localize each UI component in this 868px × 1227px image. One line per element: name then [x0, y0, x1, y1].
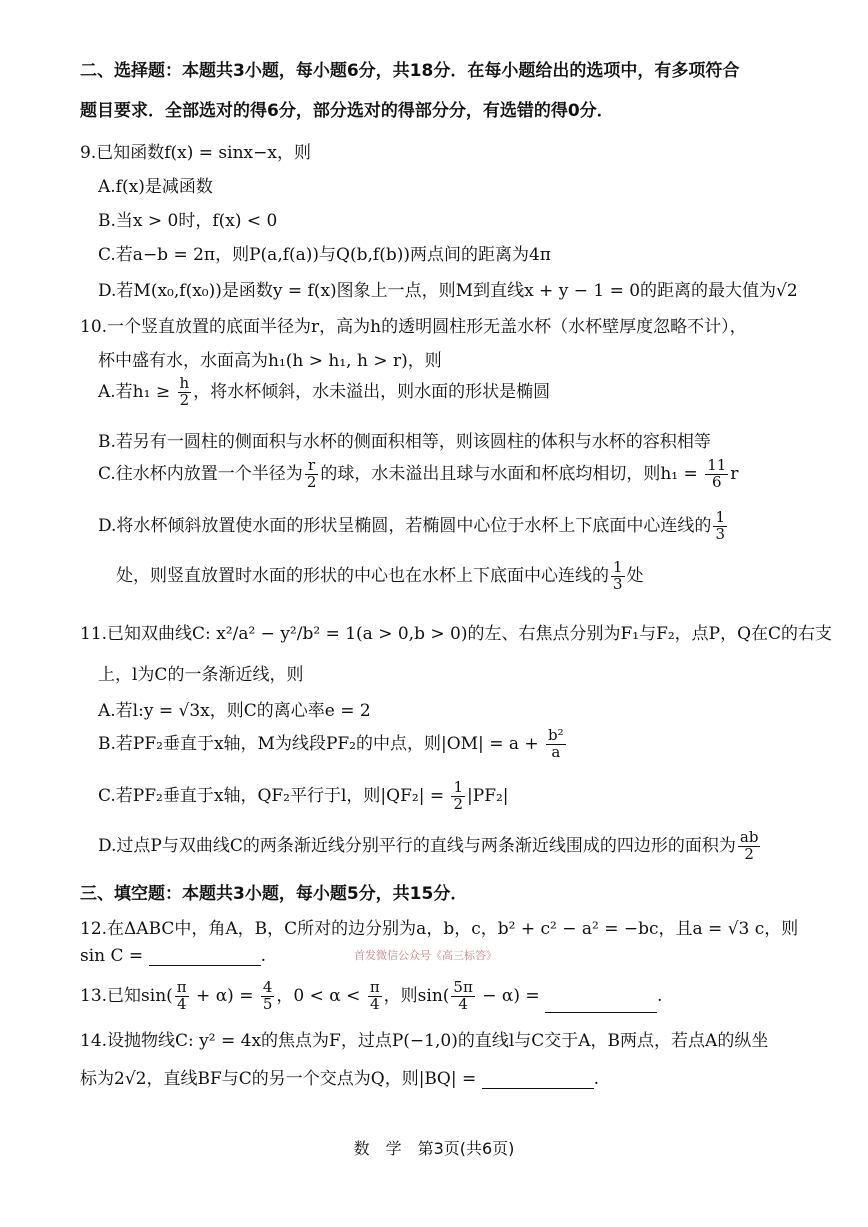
- q10-option-c: C.往水杯内放置一个半径为 $\frac{r}{2}$ 的球，水未溢出且球与水面和杯底均相切，则h₁ = $\frac{11}{6}$ r: [98, 456, 739, 491]
- section2-heading-line1: 二、选择题：本题共3小题，每小题6分，共18分．在每小题给出的选项中，有多项符合: [80, 61, 740, 81]
- page-footer: 数 学 第3页(共6页): [353, 1139, 515, 1158]
- q9-option-d: D.若M(x₀,f(x₀))是函数y = f(x)图象上一点，则M到直线x + y − 1 = 0的距离的最大值为√2: [98, 281, 798, 301]
- fraction: $\frac{11}{6}$: [707, 456, 727, 491]
- fraction: $\frac{5\pi}{4}$: [453, 978, 473, 1013]
- fraction: $\frac{h}{2}$: [179, 374, 190, 409]
- q10-option-b: B.若另有一圆柱的侧面积与水杯的侧面积相等，则该圆柱的体积与水杯的容积相等: [98, 432, 711, 452]
- watermark-text: 首发微信公众号《高三标答》: [354, 949, 497, 962]
- fraction: $\frac{1}{3}$: [613, 558, 623, 593]
- q11-option-a: A.若l:y = √3x，则C的离心率e = 2: [98, 701, 371, 721]
- q13-line: 13.已知sin( $\frac{\pi}{4}$ + α) = $\frac{4}{5}$ ，0 < α < $\frac{\pi}{4}$ ，则sin( $\frac{5\pi}{4}$ − α) = .: [80, 978, 663, 1013]
- q14-line1: 14.设抛物线C: y² = 4x的焦点为F，过点P(−1,0)的直线l与C交于A，B两点，若点A的纵坐: [80, 1031, 769, 1051]
- q10-option-a: A.若h₁ ≥ $\frac{h}{2}$ ，将水杯倾斜，水未溢出，则水面的形状是椭圆: [98, 374, 551, 409]
- answer-blank[interactable]: [482, 1072, 594, 1089]
- fraction: $\frac{\text{b²}}{a}$: [548, 726, 564, 761]
- answer-blank[interactable]: [149, 949, 261, 966]
- q11-option-b: B.若PF₂垂直于x轴，M为线段PF₂的中点，则|OM| = a + $\frac{\text{b²}}{a}$: [98, 726, 564, 761]
- q9-option-b: B.当x > 0时，f(x) < 0: [98, 211, 278, 231]
- section2-heading-line2: 题目要求．全部选对的得6分，部分选对的得部分分，有选错的得0分．: [80, 101, 614, 121]
- fraction: $\frac{\pi}{4}$: [176, 978, 187, 1013]
- q12-line2: sin C = .: [80, 946, 266, 966]
- q11-stem-line2: 上，l为C的一条渐近线，则: [98, 665, 304, 685]
- fraction: $\frac{r}{2}$: [306, 456, 317, 491]
- q11-option-c: C.若PF₂垂直于x轴，QF₂平行于l，则|QF₂| = $\frac{1}{2}$ |PF₂|: [98, 778, 509, 813]
- fraction: $\frac{1}{2}$: [453, 778, 464, 813]
- q9-option-c: C.若a−b = 2π，则P(a,f(a))与Q(b,f(b))两点间的距离为4π: [98, 245, 551, 265]
- hyperbola-equation: x²/a² − y²/b² = 1(a > 0,b > 0): [216, 624, 468, 644]
- q9-option-a: A.f(x)是减函数: [98, 177, 213, 197]
- q10-stem-line1: 10.一个竖直放置的底面半径为r，高为h的透明圆柱形无盖水杯（水杯壁厚度忽略不计），: [80, 317, 747, 337]
- fraction: $\frac{4}{5}$: [262, 978, 273, 1013]
- fraction: $\frac{1}{3}$: [715, 508, 725, 543]
- q10-option-d-line1: D.将水杯倾斜放置使水面的形状呈椭圆，若椭圆中心位于水杯上下底面中心连线的 $\frac{1}{3}$: [98, 508, 725, 543]
- q10-stem-line2: 杯中盛有水，水面高为h₁(h > h₁, h > r)，则: [98, 351, 442, 371]
- q14-line2: 标为2√2，直线BF与C的另一个交点为Q，则|BQ| = .: [80, 1069, 600, 1089]
- fraction: $\frac{ab}{2}$: [739, 828, 759, 863]
- q12-line1: 12.在ΔABC中，角A，B，C所对的边分别为a，b，c，b² + c² − a² = −bc，且a = √3 c，则: [80, 919, 799, 939]
- q10-option-d-line2: 处，则竖直放置时水面的形状的中心也在水杯上下底面中心连线的 $\frac{1}{3}$ 处: [116, 558, 644, 593]
- section3-heading: 三、填空题：本题共3小题，每小题5分，共15分．: [80, 884, 468, 904]
- q9-stem: 9.已知函数f(x) = sinx−x，则: [80, 143, 311, 163]
- q11-stem-line1: 11.已知双曲线C: x²/a² − y²/b² = 1(a > 0,b > 0)的左、右焦点分别为F₁与F₂，点P，Q在C的右支: [80, 624, 833, 644]
- q11-option-d: D.过点P与双曲线C的两条渐近线分别平行的直线与两条渐近线围成的四边形的面积为 $\frac{ab}{2}$: [98, 828, 759, 863]
- fraction: $\frac{\pi}{4}$: [369, 978, 380, 1013]
- answer-blank[interactable]: [545, 996, 657, 1013]
